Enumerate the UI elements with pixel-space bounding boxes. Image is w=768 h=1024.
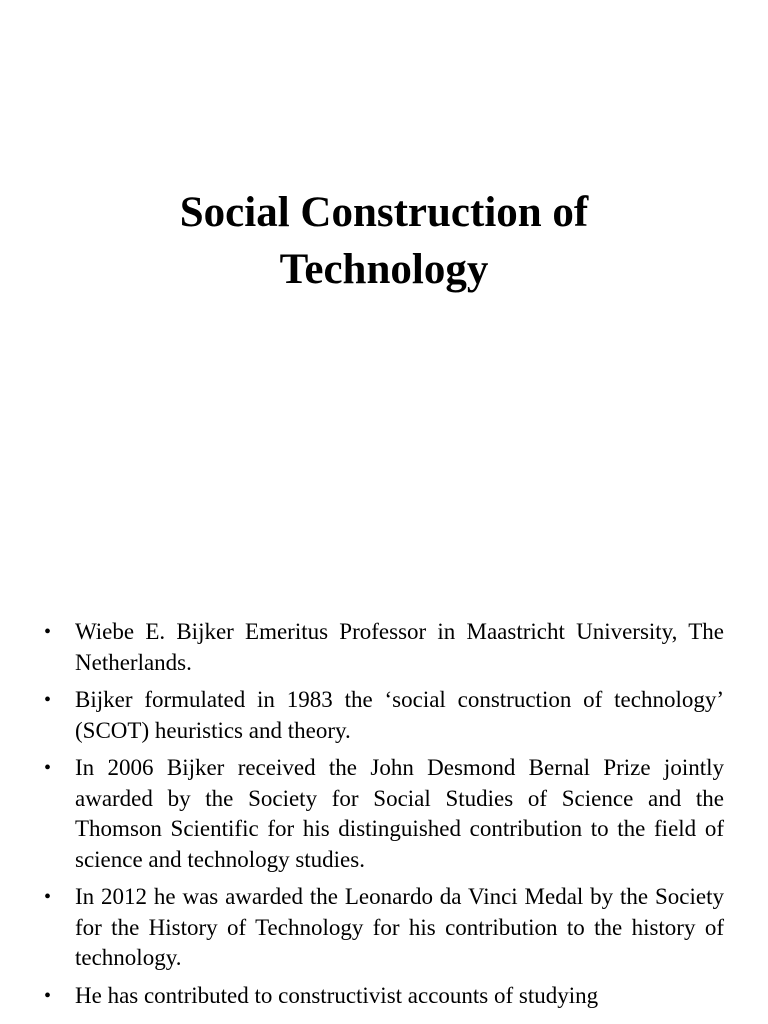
bullet-list [40,617,724,1018]
slide-title [0,184,768,298]
bullet-item-bernal-prize [40,753,724,875]
bullet-text: Wiebe E. Bijker Emeritus Professor in Maastricht University, The Netherlands. [75,619,724,675]
bullet-item-constructivist-accounts [40,981,724,1012]
bullet-dot-icon: • [44,621,52,643]
bullet-dot-icon: • [44,757,52,779]
bullet-dot-icon: • [44,886,52,908]
bullet-text: He has contributed to constructivist accounts of studying [75,982,599,1008]
bullet-text: Bijker formulated in 1983 the ‘social construction of technology’ (SCOT) heuristics and theory. [75,687,724,743]
bullet-text: In 2006 Bijker received the John Desmond Bernal Prize jointly awarded by the Society for Social Studies of Science and the Thomson Scientific for his distinguished contribution to the field of science and technology studies. [75,755,724,872]
bullet-dot-icon: • [44,689,52,711]
slide-title-line-2: Technology [279,246,489,293]
bullet-dot-icon: • [44,984,52,1007]
slide-title-line-1: Social Construction of [179,189,589,236]
bullet-text: In 2012 he was awarded the Leonardo da Vinci Medal by the Society for the History of Technology for his contribution to the history of technology. [75,884,724,970]
bullet-item-scot-theory [40,685,724,746]
bullet-item-bijker-position [40,617,724,678]
bullet-item-da-vinci-medal [40,882,724,974]
